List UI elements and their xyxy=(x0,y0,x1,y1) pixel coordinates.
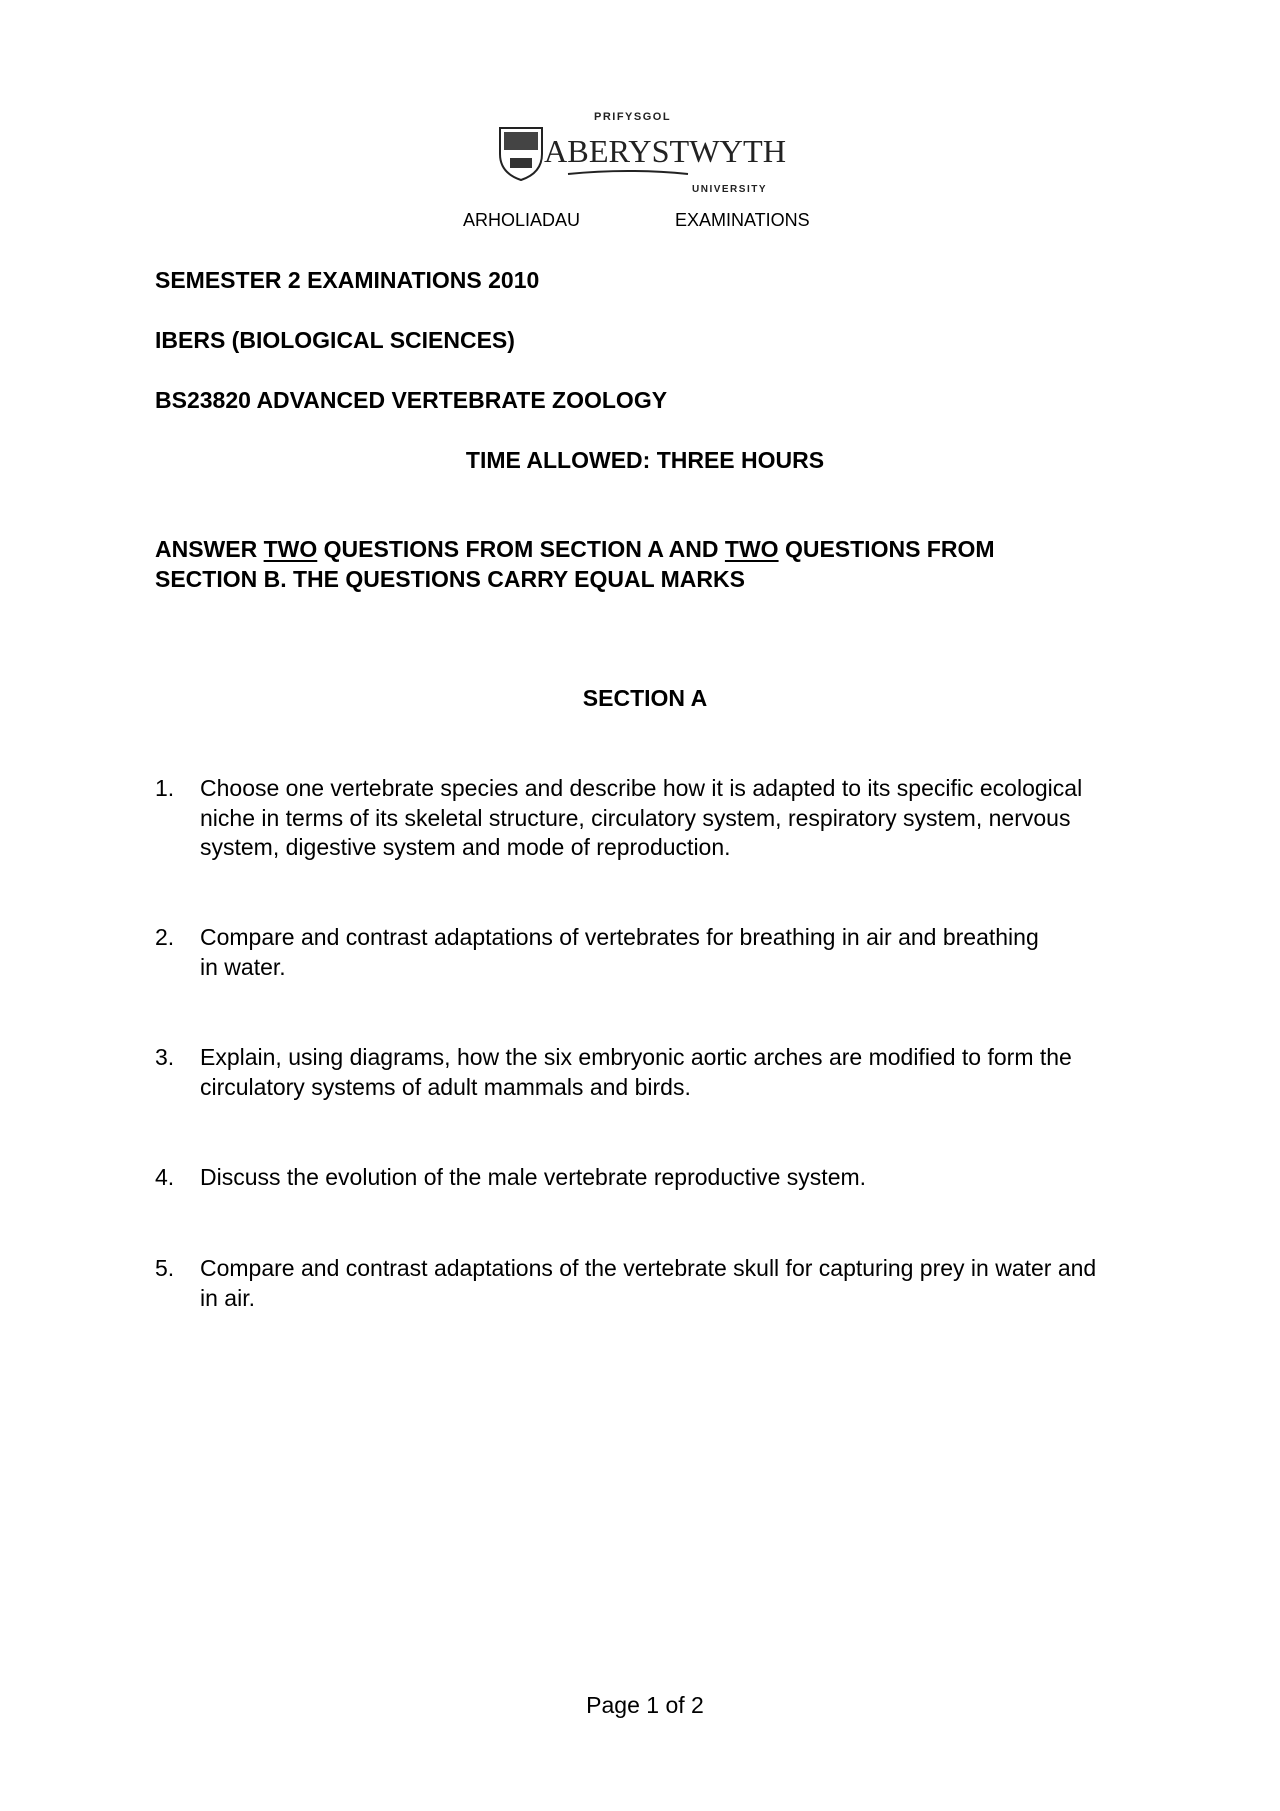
instructions-text: QUESTIONS FROM xyxy=(778,536,995,562)
question-text: Explain, using diagrams, how the six embryonic aortic arches are modified to form the circulatory systems of adult mammals and birds. xyxy=(200,1044,1072,1100)
question-number: 2. xyxy=(155,924,175,950)
question-item xyxy=(155,1254,1115,1313)
svg-text:ABERYSTWYTH: ABERYSTWYTH xyxy=(544,133,786,169)
svg-text:PRIFYSGOL: PRIFYSGOL xyxy=(594,111,672,123)
header-english: EXAMINATIONS xyxy=(675,210,810,230)
header-welsh: ARHOLIADAU xyxy=(463,210,581,230)
question-number: 1. xyxy=(155,775,175,801)
semester-title: SEMESTER 2 EXAMINATIONS 2010 xyxy=(155,267,540,293)
question-item xyxy=(155,923,1115,982)
instructions-text: ANSWER xyxy=(155,536,264,562)
module-title: BS23820 ADVANCED VERTEBRATE ZOOLOGY xyxy=(155,387,668,413)
instructions-emphasis: TWO xyxy=(263,536,318,562)
question-item xyxy=(155,1043,1115,1102)
instructions xyxy=(155,534,995,594)
department-title: IBERS (BIOLOGICAL SCIENCES) xyxy=(155,327,515,353)
section-heading: SECTION A xyxy=(582,685,708,711)
instructions-text: SECTION B. THE QUESTIONS CARRY EQUAL MARKS xyxy=(155,566,745,592)
question-text: Discuss the evolution of the male vertebrate reproductive system. xyxy=(200,1164,867,1190)
svg-text:UNIVERSITY: UNIVERSITY xyxy=(692,184,768,195)
question-text: Choose one vertebrate species and describe how it is adapted to its specific ecological niche in terms of its skeletal structure, circulatory system, respiratory system, nervous system, digestive system and mode of reproduction. xyxy=(200,775,1083,860)
question-item xyxy=(155,1163,1115,1193)
instructions-text: QUESTIONS FROM SECTION A AND xyxy=(317,536,725,562)
page-number: Page 1 of 2 xyxy=(586,1692,704,1718)
question-text: Compare and contrast adaptations of the vertebrate skull for capturing prey in water and in air. xyxy=(200,1255,1097,1311)
question-text: Compare and contrast adaptations of vertebrates for breathing in air and breathing in water. xyxy=(200,924,1039,980)
question-number: 3. xyxy=(155,1044,175,1070)
instructions-emphasis: TWO xyxy=(724,536,779,562)
time-allowed: TIME ALLOWED: THREE HOURS xyxy=(465,447,825,473)
university-logo xyxy=(498,110,788,196)
question-number: 5. xyxy=(155,1255,175,1281)
crest-icon xyxy=(498,110,788,196)
question-item xyxy=(155,774,1115,863)
question-number: 4. xyxy=(155,1164,175,1190)
